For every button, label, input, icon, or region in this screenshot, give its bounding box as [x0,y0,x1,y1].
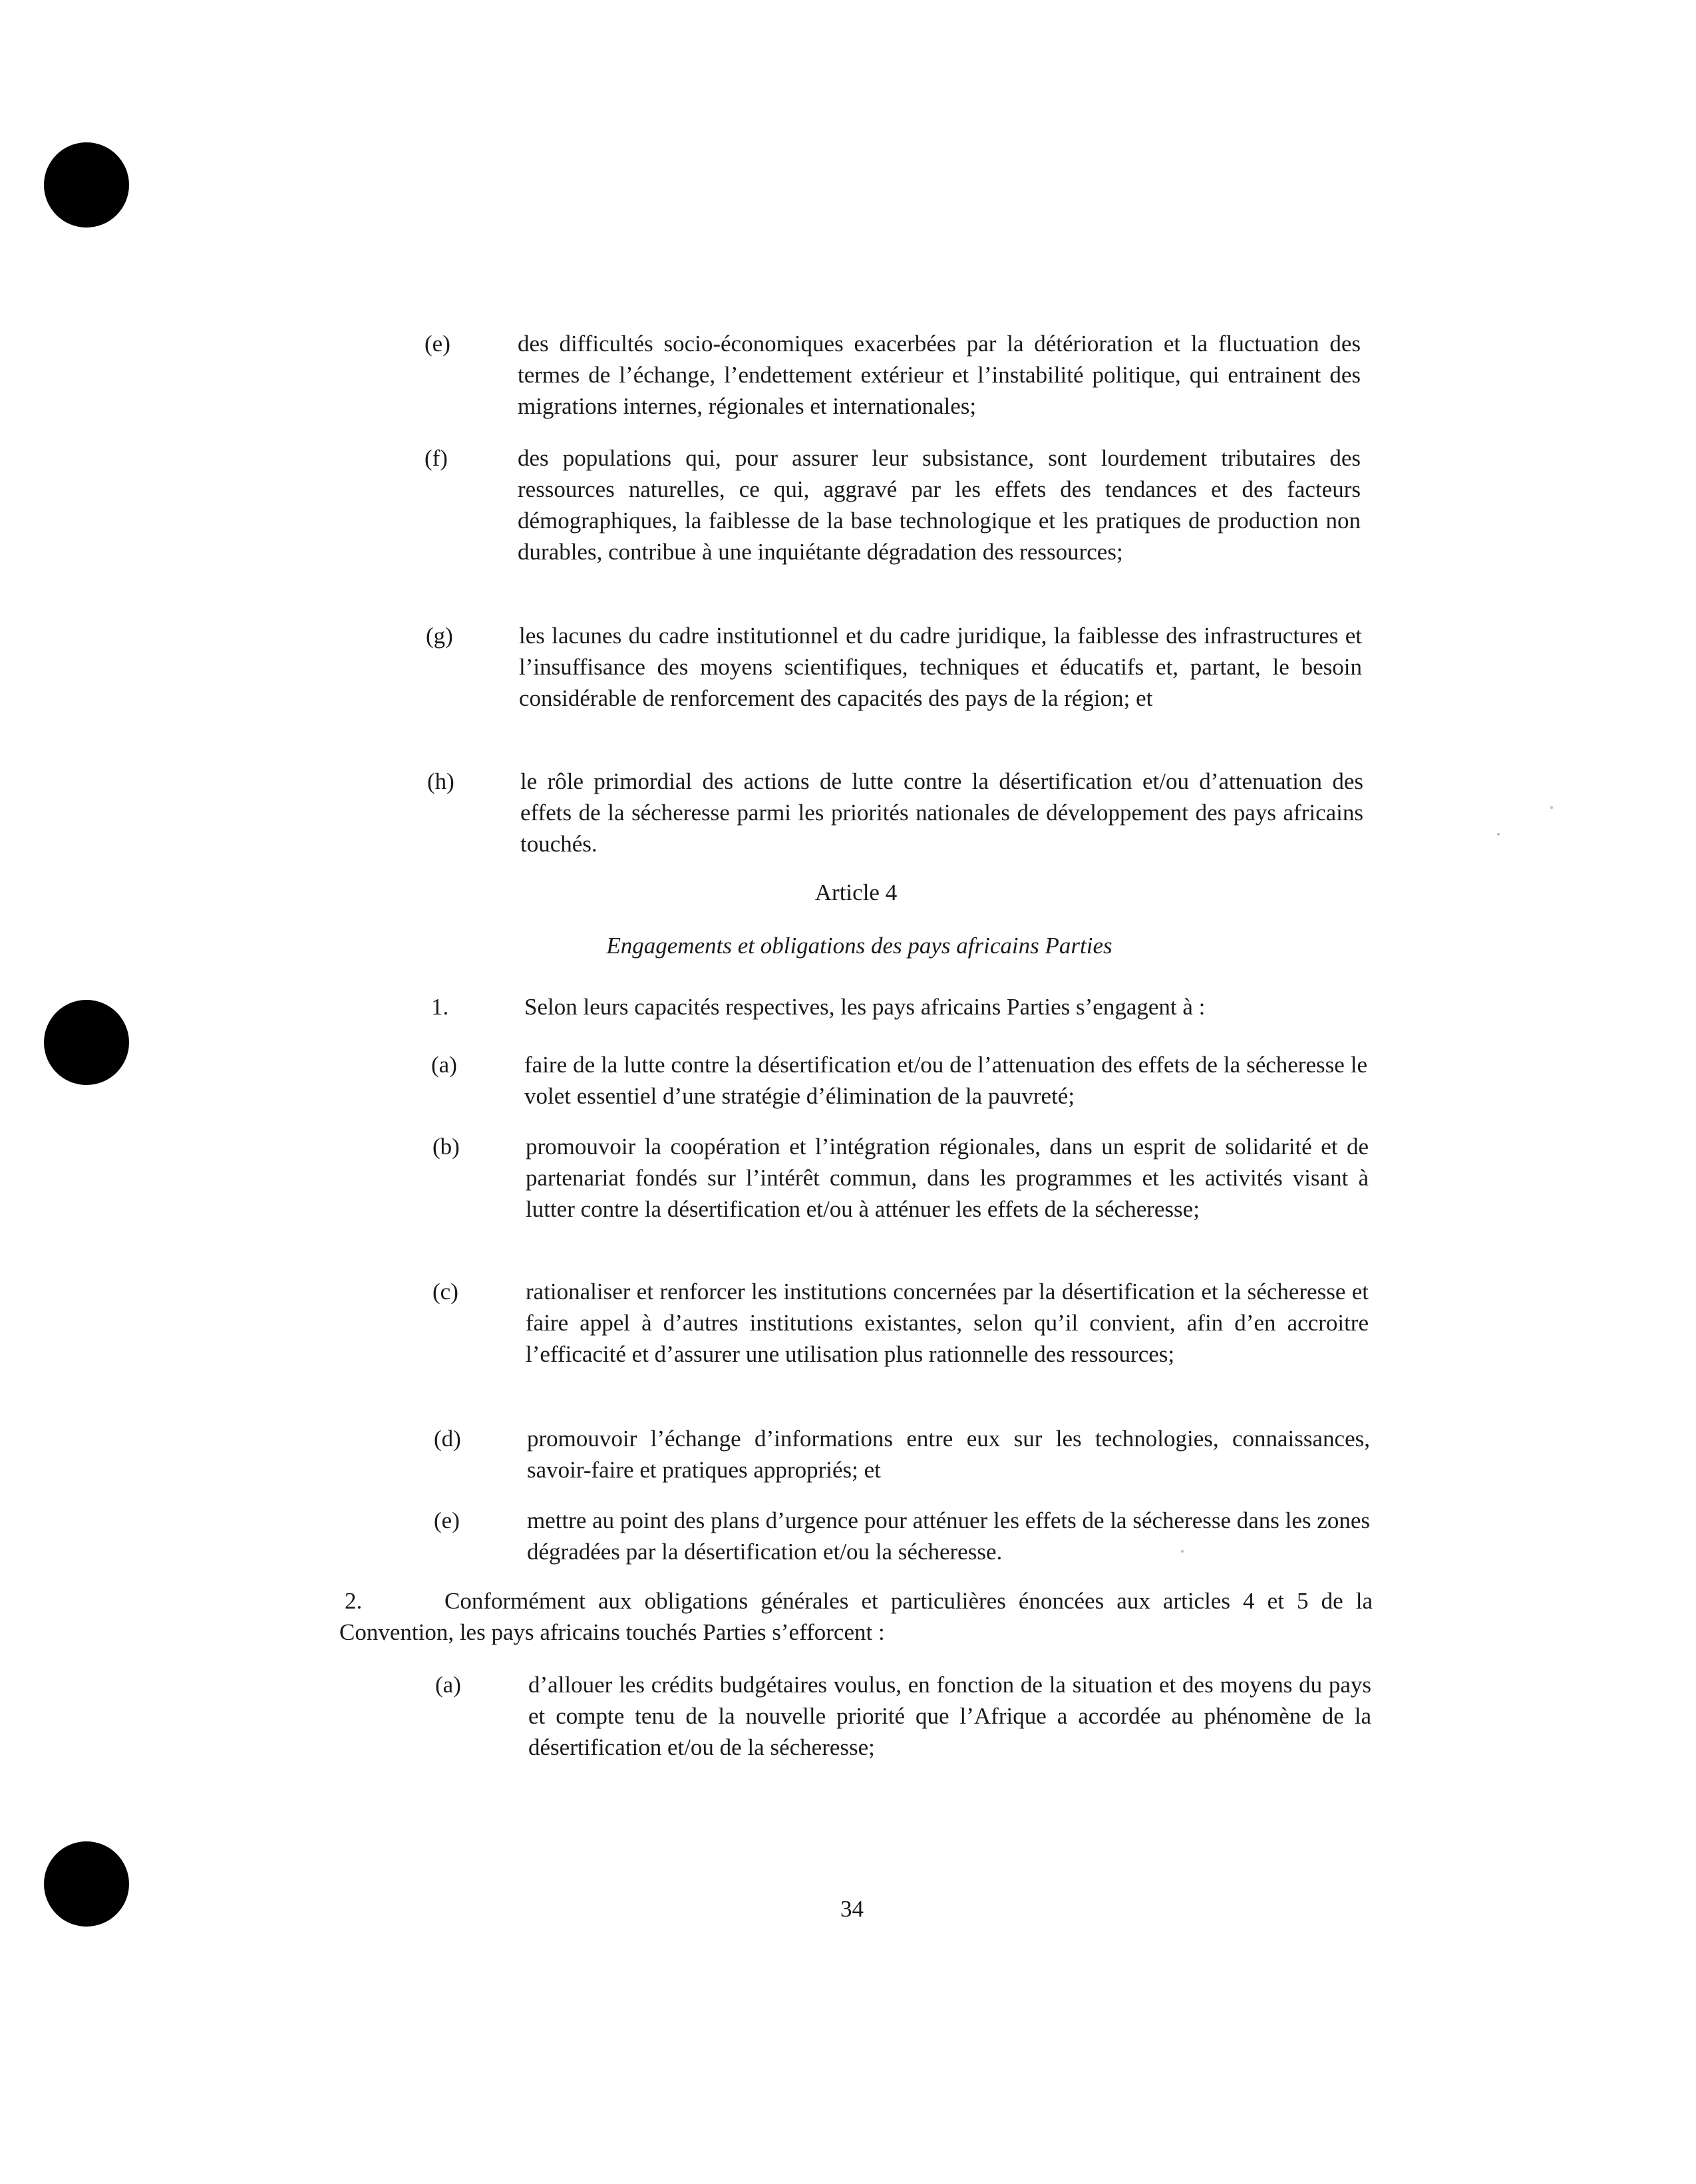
item-text: rationaliser et renforcer les institutions concernées par la désertification et la sécheresse et faire appel à d’autres institutions existantes, selon qu’il convient, afin d’en accroitre l’efficacité et d’assurer une utilisation plus rationnelle des ressources; [526,1279,1369,1367]
item-label: (f) [424,445,448,471]
item-text: des populations qui, pour assurer leur subsistance, sont lourdement tributaires des ressources naturelles, ce qui, aggravé par les effets des tendances et des facteurs démographiques, la faiblesse de la base technologique et les pratiques de production non durables, contribue à une inquiétante dégradation des ressources; [518,445,1361,565]
item-label: (a) [435,1672,461,1698]
item-label: (e) [424,331,450,357]
paragraph-number: 1. [431,994,449,1020]
item-label: (c) [432,1279,458,1305]
item-text: mettre au point des plans d’urgence pour atténuer les effets de la sécheresse dans les zones dégradées par la désertification et/ou la sécheresse. [527,1507,1370,1565]
item-text: faire de la lutte contre la désertification et/ou de l’attenuation des effets de la sécheresse le volet essentiel d’une stratégie d’élimination de la pauvreté; [524,1052,1367,1109]
item-label: (h) [427,768,454,794]
item-label: (d) [434,1426,461,1452]
article-number: Article 4 [814,879,898,905]
article-title: Engagements et obligations des pays africains Parties [606,933,1112,959]
item-text: d’allouer les crédits budgétaires voulus, en fonction de la situation et des moyens du pays et compte tenu de la nouvelle priorité que l’Afrique a accordée au phénomène de la désertification et/ou de la sécheresse; [528,1672,1371,1760]
item-label: (g) [426,623,453,649]
item-text: les lacunes du cadre institutionnel et du cadre juridique, la faiblesse des infrastructures et l’insuffisance des moyens scientifiques, techniques et éducatifs et, partant, le besoin considérable de renforcement des capacités des pays de la région; et [519,623,1362,711]
paragraph-number: 2. [345,1588,363,1614]
item-label: (a) [431,1052,457,1078]
item-text: des difficultés socio-économiques exacerbées par la détérioration et la fluctuation des termes de l’échange, l’endettement extérieur et l’instabilité politique, qui entrainent des migrations internes, régionales et internationales; [518,331,1361,419]
item-text: promouvoir l’échange d’informations entre eux sur les technologies, connaissances, savoir-faire et pratiques appropriés; et [527,1426,1370,1483]
page-number: 34 [840,1896,864,1922]
item-label: (b) [432,1134,460,1160]
item-text: le rôle primordial des actions de lutte contre la désertification et/ou d’attenuation des effets de la sécheresse parmi les priorités nationales de développement des pays africains touchés. [520,768,1363,857]
paragraph-text: Conformément aux obligations générales et particulières énoncées aux articles 4 et 5 de la Convention, les pays africains touchés Parties s’efforcent : [339,1588,1373,1645]
item-text: promouvoir la coopération et l’intégration régionales, dans un esprit de solidarité et de partenariat fondés sur l’intérêt commun, dans les programmes et les activités visant à lutter contre la désertification et/ou à atténuer les effets de la sécheresse; [526,1134,1369,1222]
paragraph-2 [339,1585,1373,1648]
item-label: (e) [434,1507,460,1533]
paragraph-text: Selon leurs capacités respectives, les pays africains Parties s’engagent à : [524,994,1206,1020]
